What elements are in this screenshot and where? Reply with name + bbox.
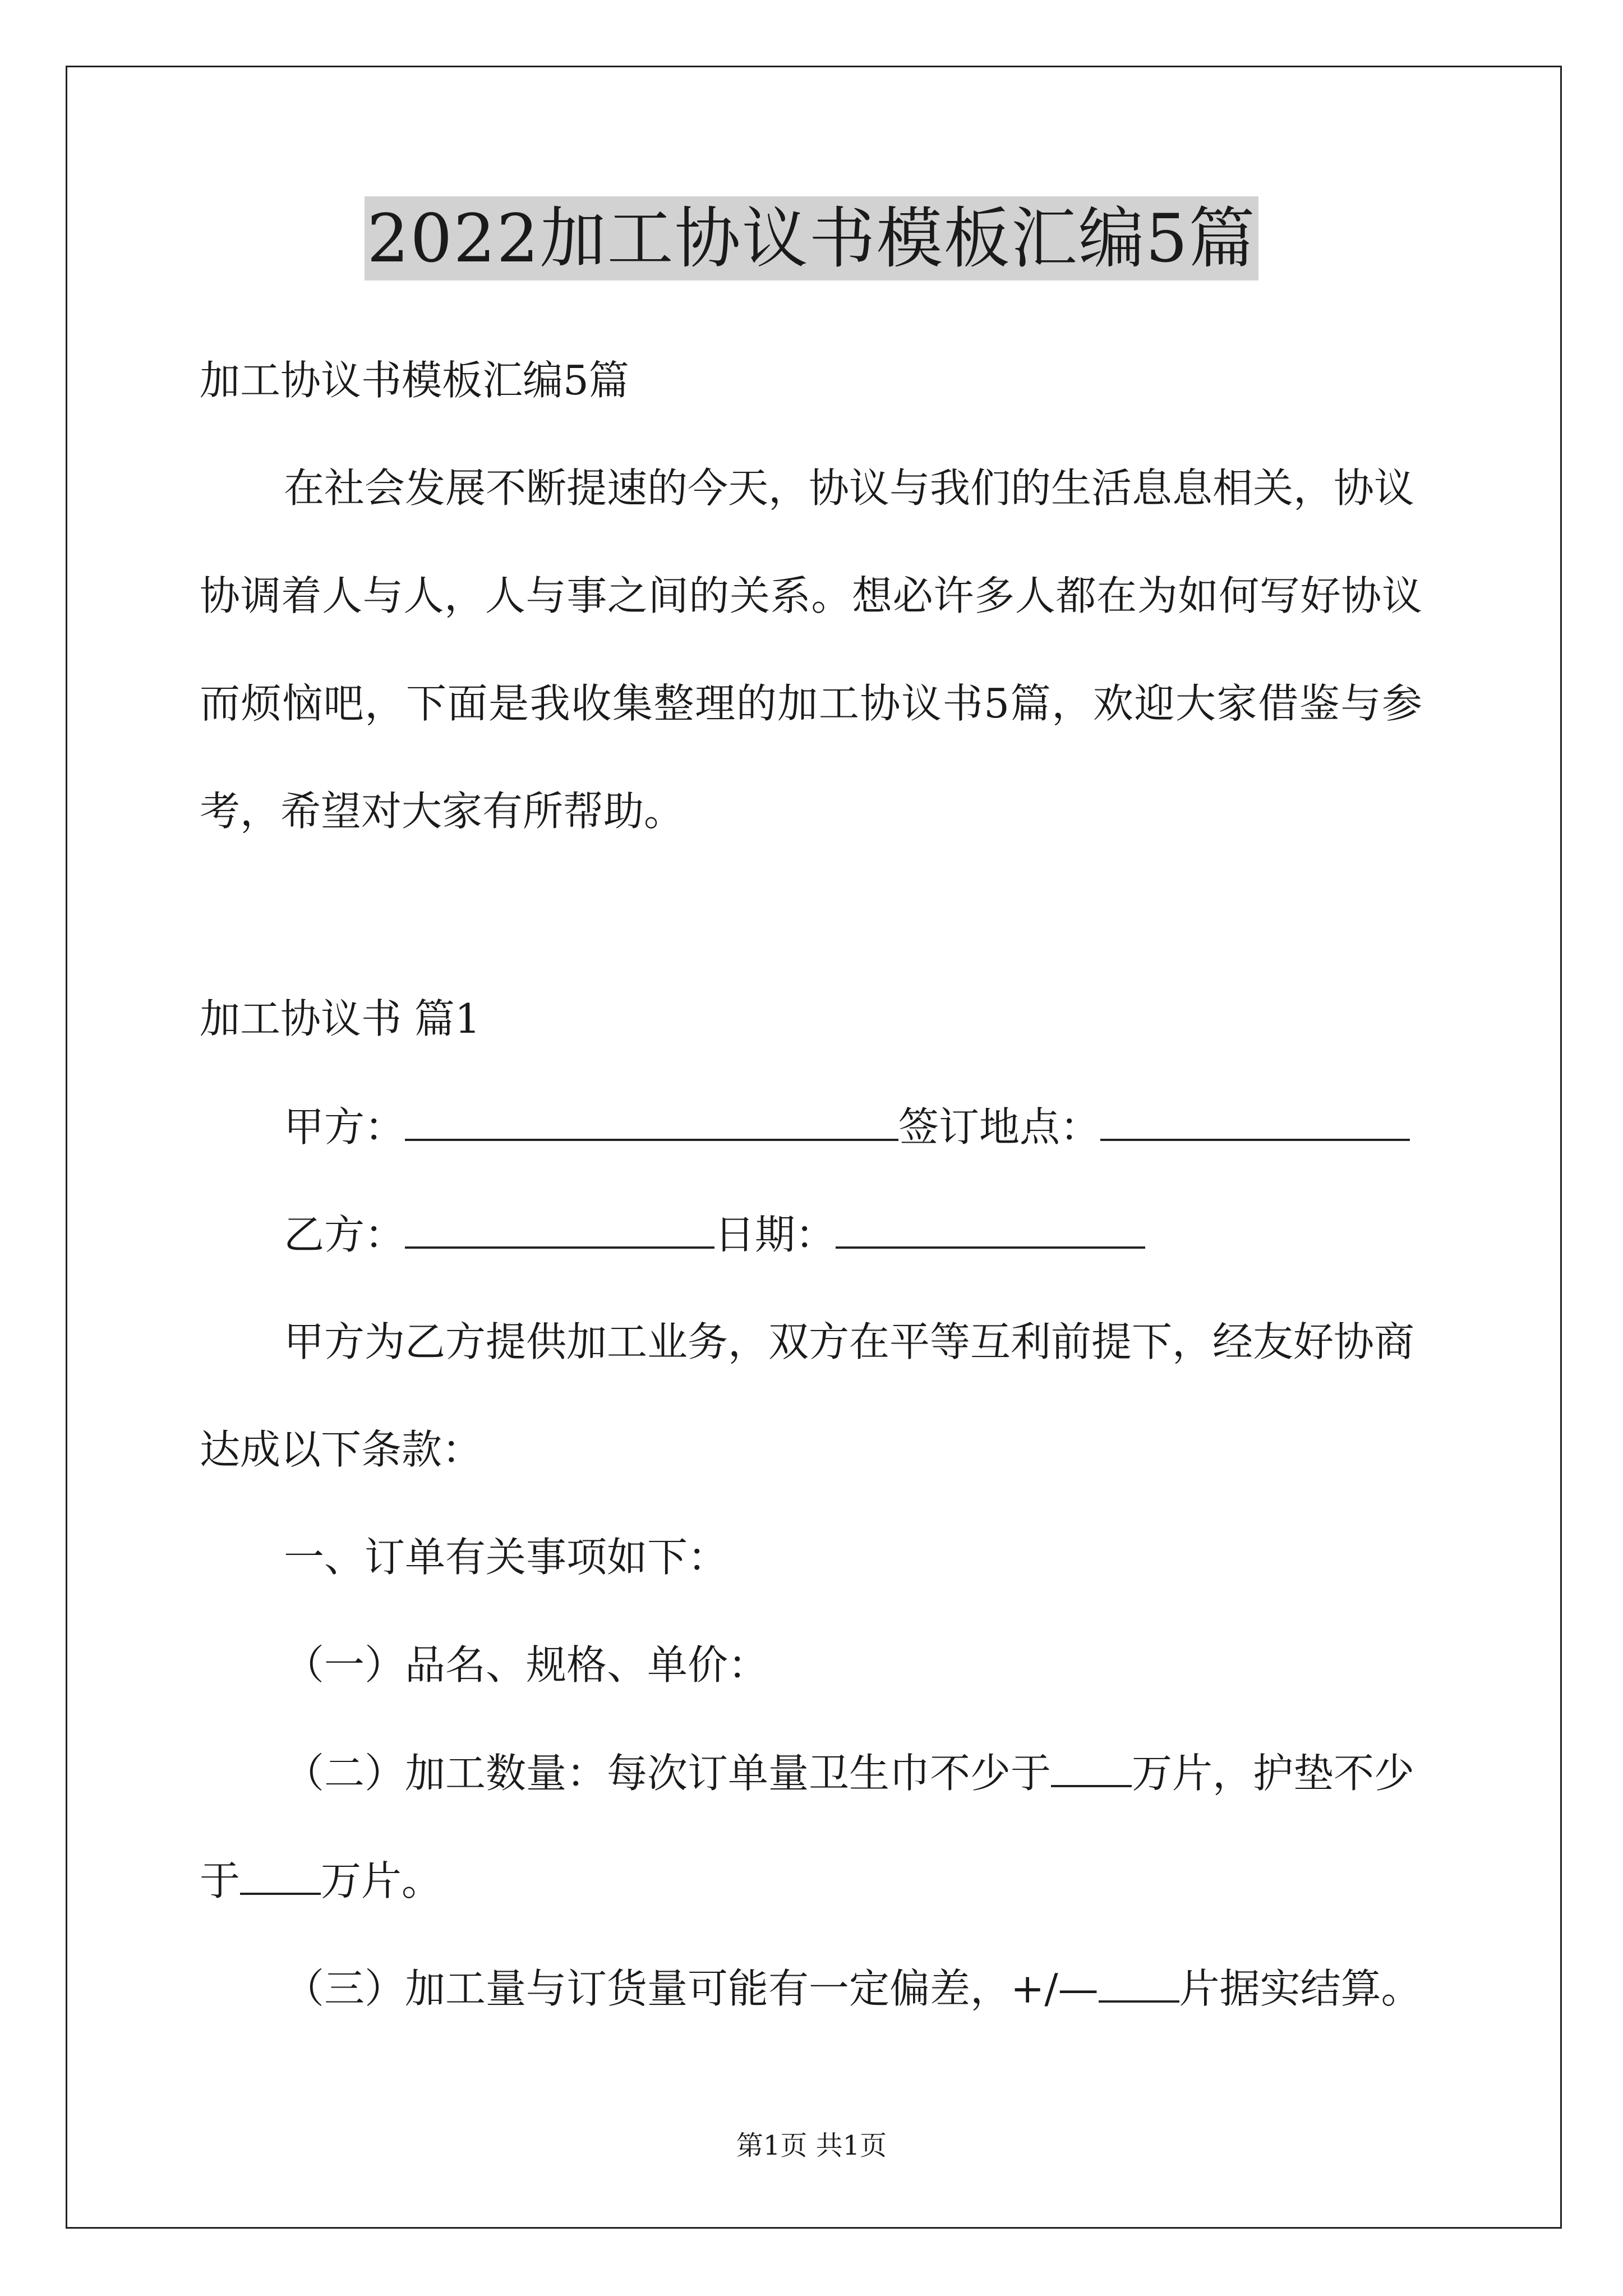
item-3-text-b: 片据实结算。 [1179, 1965, 1422, 2012]
item-2-text-b: 万片，护垫不少 [1132, 1750, 1415, 1797]
item-2-line-2 [200, 1853, 442, 1908]
intro-line-1: 在社会发展不断提速的今天，协议与我们的生活息息相关，协议 [284, 464, 1415, 512]
item-2-blank-1 [1051, 1746, 1132, 1787]
sign-place-blank [1100, 1099, 1410, 1141]
item-3-text-a: （三）加工量与订货量可能有一定偏差，+/— [284, 1965, 1099, 2012]
party-b-blank [405, 1207, 714, 1249]
item-2-line-1 [284, 1746, 1414, 1800]
party-a-row [284, 1099, 1410, 1154]
date-label: 日期： [714, 1211, 836, 1258]
intro-line-3: 而烦恼吧，下面是我收集整理的加工协议书5篇，欢迎大家借鉴与参 [200, 680, 1422, 727]
item-2-text-d: 万片。 [321, 1857, 442, 1904]
party-a-label: 甲方： [284, 1103, 405, 1151]
document-title: 2022加工协议书模板汇编5篇 [365, 196, 1258, 280]
sign-place-label: 签订地点： [898, 1103, 1101, 1151]
item-2-text-c: 于 [200, 1857, 241, 1904]
date-blank [836, 1207, 1145, 1249]
preamble-line-1: 甲方为乙方提供加工业务，双方在平等互利前提下，经友好协商 [284, 1318, 1415, 1365]
item-2-blank-2 [240, 1853, 321, 1895]
title-container [0, 196, 1623, 280]
clause-1: 一、订单有关事项如下： [284, 1534, 728, 1581]
item-3-blank [1099, 1961, 1179, 2003]
document-subtitle: 加工协议书模板汇编5篇 [200, 357, 629, 404]
page-footer: 第1页 共1页 [736, 2130, 887, 2161]
party-a-blank [405, 1099, 898, 1141]
section-heading: 加工协议书 篇1 [200, 995, 481, 1042]
intro-line-4: 考，希望对大家有所帮助。 [200, 788, 685, 835]
item-1: （一）品名、规格、单价： [284, 1641, 769, 1688]
preamble-line-2: 达成以下条款： [200, 1426, 483, 1473]
party-b-row [284, 1207, 1145, 1262]
item-3 [284, 1961, 1422, 2016]
intro-line-2: 协调着人与人，人与事之间的关系。想必许多人都在为如何写好协议 [200, 572, 1422, 619]
party-b-label: 乙方： [284, 1211, 405, 1258]
item-2-text-a: （二）加工数量：每次订单量卫生巾不少于 [284, 1750, 1052, 1797]
